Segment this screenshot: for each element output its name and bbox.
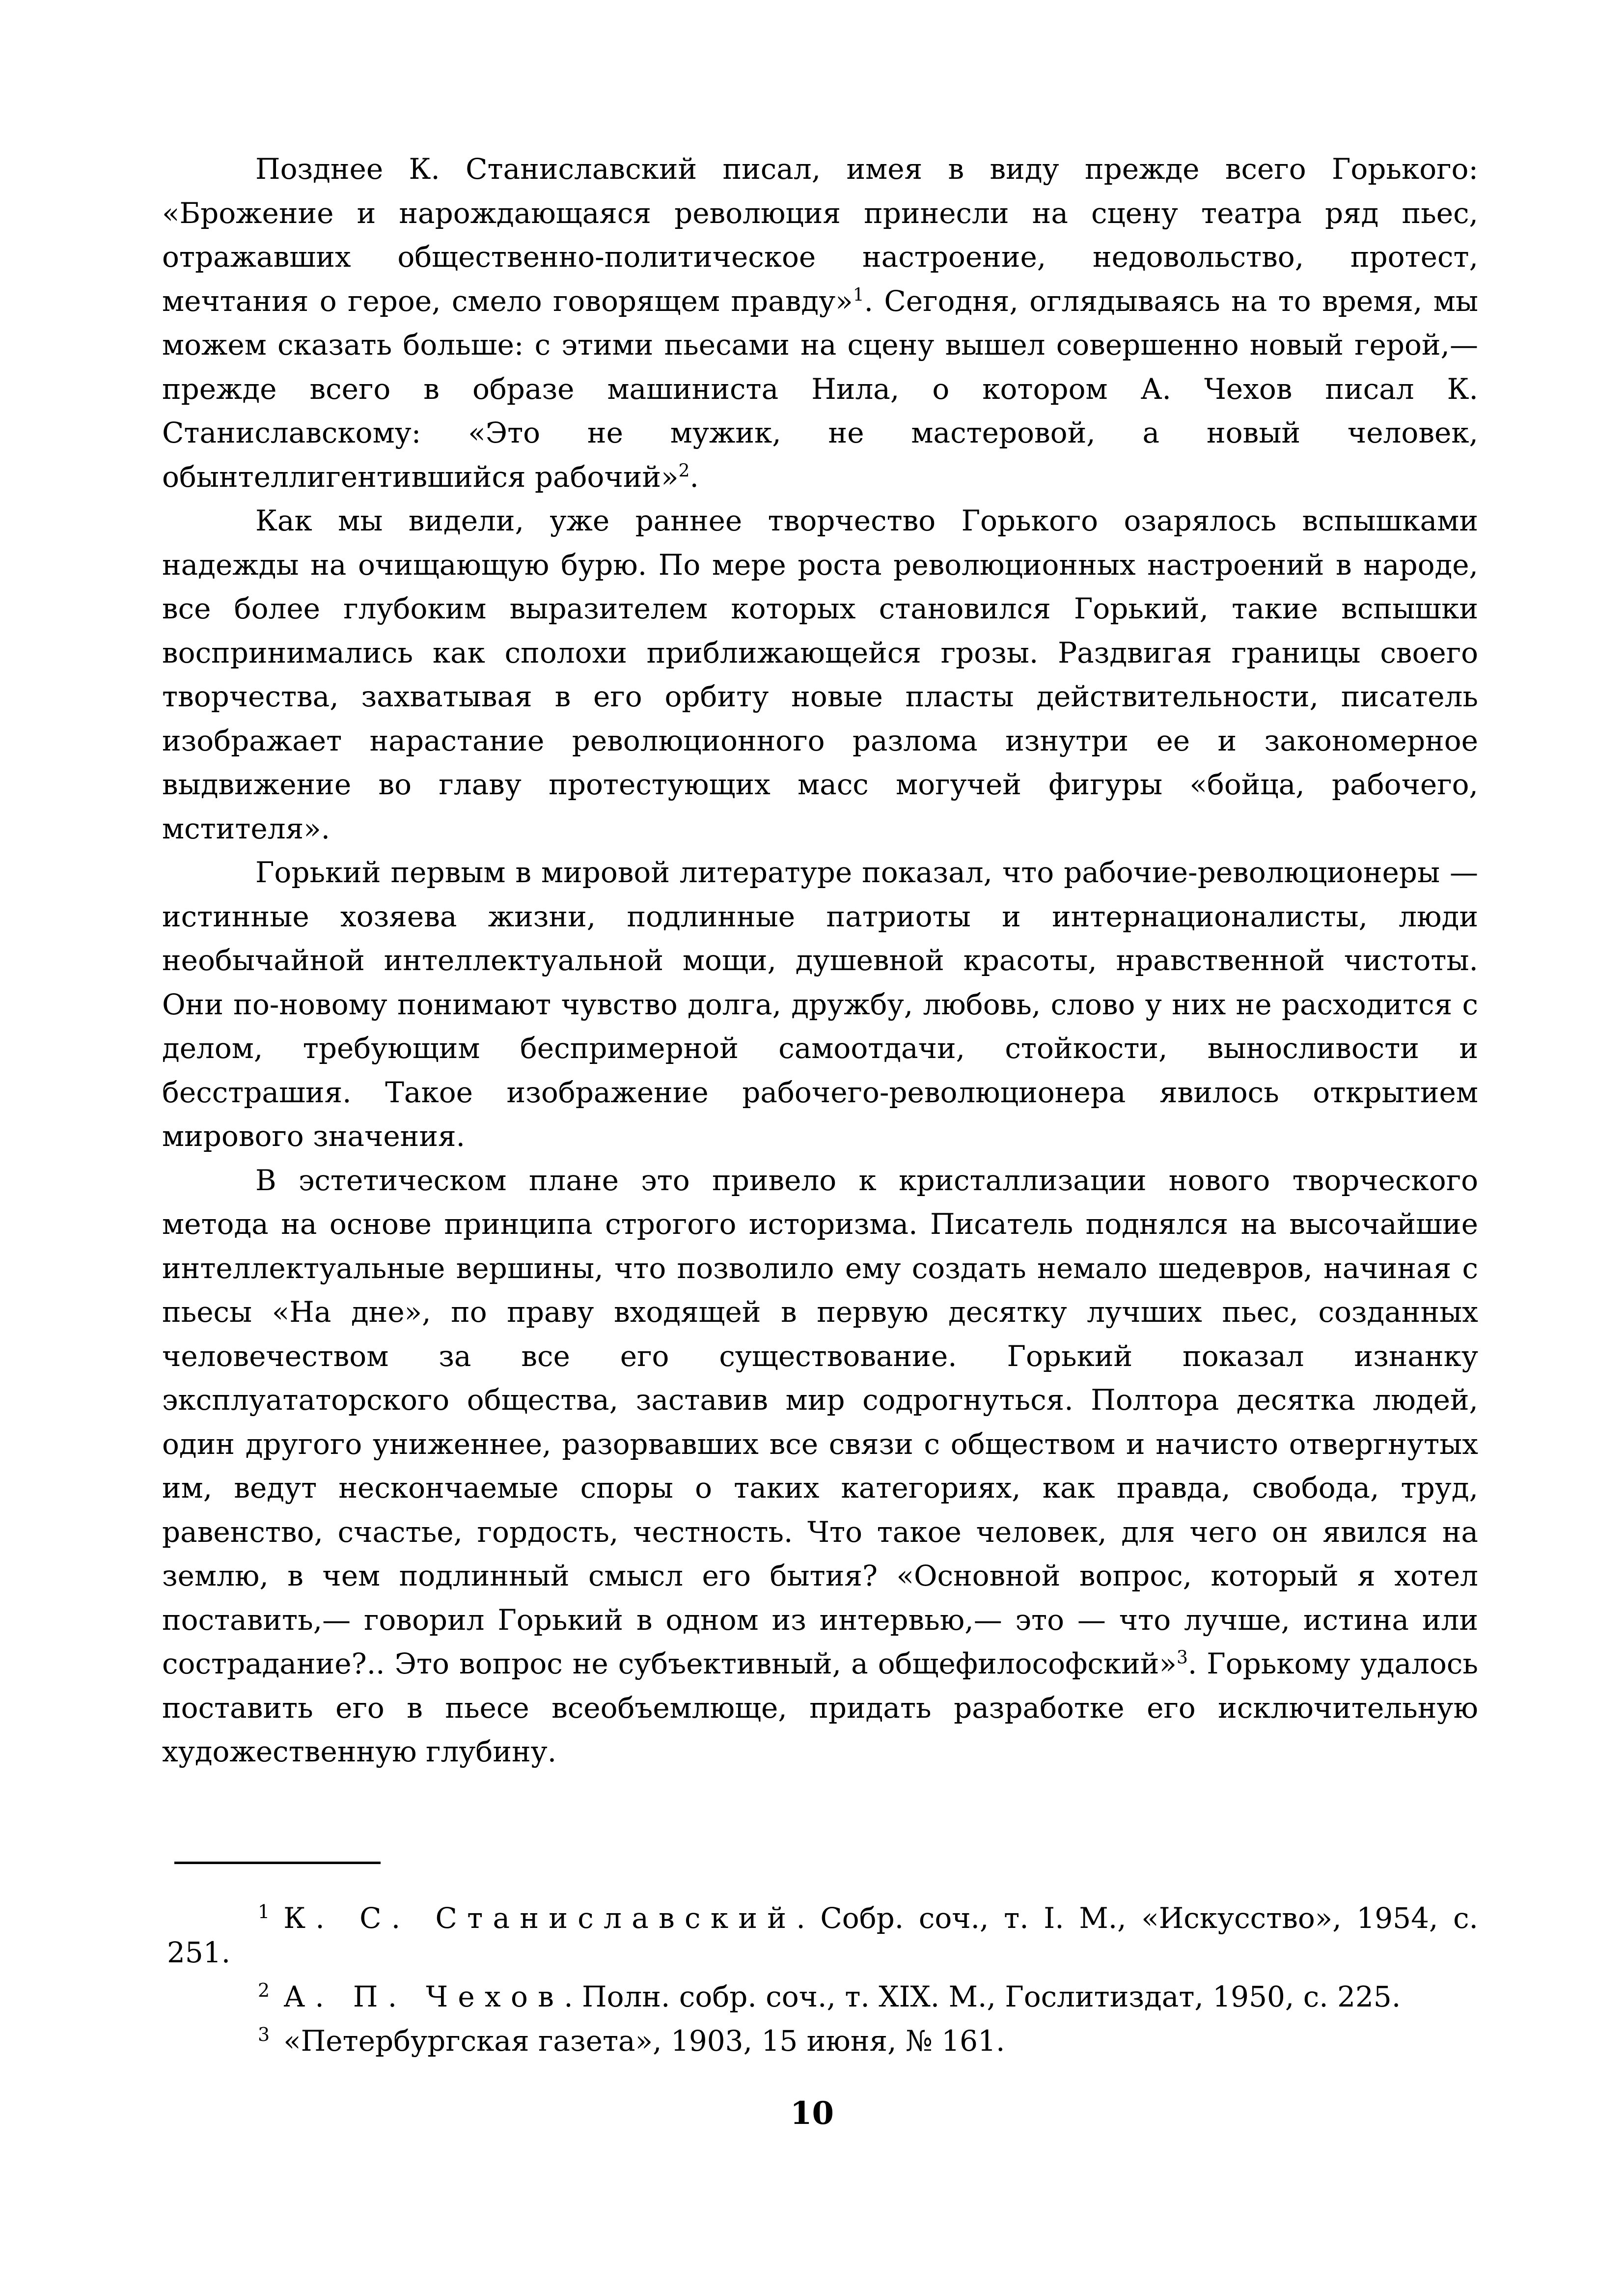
footnote-divider [174, 1862, 381, 1864]
page-number: 10 [790, 2095, 834, 2132]
paragraph-text: . [689, 460, 699, 494]
paragraph-text: В эстетическом плане это привело к кристаллизации нового творческого метода на основе принципа строгого историзма. Писатель поднялся на высочайшие интеллектуальные вершины, что позволило ему создать немало шедевров, начиная с пьесы «На дне», по праву входящей в первую десятку лучших пьес, созданных человечеством за все его существование. Горький показал изнанку эксплуататорского общества, заставив мир содрогнуться. Полтора десятка людей, один другого униженнее, разорвавших все связи с обществом и начисто отвергнутых им, ведут нескончаемые споры о таких категориях, как правда, свобода, труд, равенство, счастье, гордость, честность. Что такое человек, для чего он явился на землю, в чем подлинный смысл его бытия? «Основной вопрос, который я хотел поставить,— говорил Горький в одном из интервью,— это — что лучше, истина или сострадание?.. Это вопрос не субъективный, а общефилософский» [162, 1163, 1478, 1680]
footnote-number: 3 [258, 2023, 270, 2045]
footnote-author: К. С. Станиславский [283, 1901, 797, 1935]
footnote-1 [167, 1901, 1478, 1970]
footnote-3 [167, 2024, 1478, 2058]
paragraph-text: . Горькому удалось поставить его в пьесе всеобъемлюще, придать разработке его исключительную художественную глубину. [162, 1647, 1478, 1768]
footnote-number: 2 [258, 1979, 270, 2001]
footnote-text: . Собр. соч., т. I. М., «Искусство», 1954, с. 251. [167, 1901, 1478, 1969]
paragraph-1 [162, 147, 1478, 499]
paragraph-4 [162, 1159, 1478, 1774]
footnote-number: 1 [258, 1900, 270, 1923]
main-text [162, 147, 1478, 1774]
paragraph-text: . Сегодня, оглядываясь на то время, мы можем сказать больше: с этими пьесами на сцену вышел совершенно новый герой,— прежде всего в образе машиниста Нила, о котором А. Чехов писал К. Станиславскому: «Это не мужик, не мастеровой, а новый человек, обынтеллигентившийся рабочий» [162, 284, 1478, 494]
footnote-ref[interactable]: 2 [678, 461, 690, 481]
footnotes [167, 1901, 1478, 2068]
footnote-author: А. П. Чехов [283, 1980, 564, 2013]
footnote-text: . Полн. собр. соч., т. XIX. М., Гослитиздат, 1950, с. 225. [564, 1980, 1401, 2013]
footnote-text: «Петербургская газета», 1903, 15 июня, № 161. [283, 2024, 1005, 2058]
footnote-2 [167, 1979, 1478, 2014]
footnote-ref[interactable]: 1 [853, 285, 864, 306]
paragraph-2: Как мы видели, уже раннее творчество Горького озарялось вспышками надежды на очищающую бурю. По мере роста революционных настроений в народе, все более глубоким выразителем которых становился Горький, такие вспышки воспринимались как сполохи приближающейся грозы. Раздвигая границы своего творчества, захватывая в его орбиту новые пласты действительности, писатель изображает нарастание революционного разлома изнутри ее и закономерное выдвижение во главу протестующих масс могучей фигуры «бойца, рабочего, мстителя». [162, 504, 1478, 845]
paragraph-3: Горький первым в мировой литературе показал, что рабочие-революционеры — истинные хозяева жизни, подлинные патриоты и интернационалисты, люди необычайной интеллектуальной мощи, душевной красоты, нравственной чистоты. Они по-новому понимают чувство долга, дружбу, любовь, слово у них не расходится с делом, требующим беспримерной самоотдачи, стойкости, выносливости и бесстрашия. Такое изображение рабочего-революционера явилось открытием мирового значения. [162, 856, 1478, 1153]
paragraph-text: Позднее К. Станиславский писал, имея в виду прежде всего Горького: «Брожение и нарождающаяся революция принесли на сцену театра ряд пьес, отражавших общественно-политическое настроение, недовольство, протест, мечтания о герое, смело говорящем правду» [162, 152, 1478, 318]
footnote-ref[interactable]: 3 [1176, 1647, 1188, 1668]
